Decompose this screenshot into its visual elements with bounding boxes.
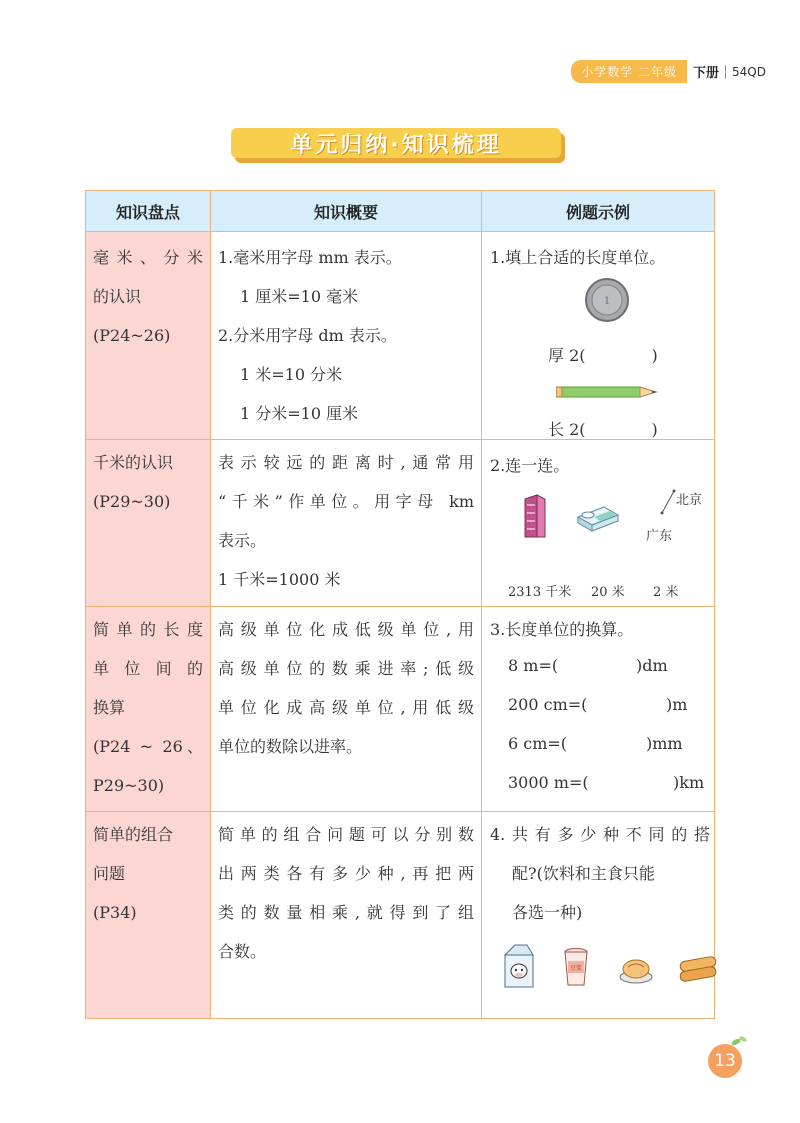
column-divider: [210, 191, 211, 1018]
q2-close: ): [651, 420, 658, 439]
map-route-icon: [656, 487, 676, 517]
example1-q2: [548, 417, 658, 440]
summary-line: 表示。: [218, 531, 267, 550]
q1-close: ): [651, 346, 658, 365]
row-divider: [86, 811, 714, 812]
distance-option: 2 米: [653, 585, 679, 600]
example1-prompt: 1.填上合适的长度单位。: [490, 248, 666, 267]
topic-line: 毫米、分米: [93, 248, 203, 267]
row4-topic: [93, 815, 173, 932]
column-divider: [481, 191, 482, 1018]
summary-line: 高级单位的数乘进率;低级: [218, 659, 474, 678]
summary-line: “千米”作单位。用字母 km: [218, 492, 474, 511]
topic-line: P29~30): [93, 776, 165, 795]
steamed-bun-icon: [618, 955, 654, 985]
topic-line: (P34): [93, 903, 137, 922]
topic-line: 换算: [93, 698, 126, 717]
skyscraper-icon: [523, 493, 547, 539]
distance-option: 2313 千米: [508, 585, 572, 600]
summary-line: 单位的数除以进率。: [218, 737, 363, 756]
conversion-left: 3000 m=(: [508, 773, 589, 792]
page-title: 单元归纳·知识梳理: [290, 132, 502, 158]
topic-line: 问题: [93, 864, 126, 883]
topic-line: 的认识: [93, 287, 142, 306]
summary-line: 高级单位化成低级单位,用: [218, 620, 474, 639]
summary-line: 简单的组合问题可以分别数: [218, 825, 474, 844]
city-beijing: 北京: [676, 493, 703, 508]
q2-text: 长 2(: [548, 420, 586, 439]
bed-icon: [576, 503, 620, 533]
row-divider: [86, 606, 714, 607]
page-number-badge: [706, 1040, 746, 1080]
conversion-left: 6 cm=(: [508, 734, 568, 753]
page-number: 13: [708, 1044, 742, 1078]
row3-topic: [93, 610, 203, 805]
header-topic: 知识盘点: [86, 191, 210, 231]
term-label: 下册: [687, 62, 725, 81]
row1-summary: [218, 238, 402, 433]
example4-prompt-line: 4.共有多少种不同的搭: [490, 825, 710, 844]
row1-topic: [93, 238, 203, 355]
row-divider: [86, 231, 714, 232]
cup-label: 豆浆: [569, 965, 583, 972]
conversion-left: 200 cm=(: [508, 695, 588, 714]
subject-grade-badge: 小学数学 二年级: [571, 60, 687, 83]
svg-text:1: 1: [603, 296, 611, 307]
topic-line: 简单的长度: [93, 620, 203, 639]
row3-example: [490, 610, 633, 649]
running-header: [571, 60, 766, 83]
coin-icon: [584, 277, 630, 323]
topic-line: 单位间的: [93, 659, 203, 678]
conversion-line: [508, 734, 708, 753]
conversion-right: )mm: [646, 734, 683, 753]
row4-summary: [218, 815, 474, 971]
summary-line: 单位化成高级单位,用低级: [218, 698, 474, 717]
milk-carton-icon: [501, 943, 537, 989]
conversion-line: [508, 695, 708, 714]
row2-topic: [93, 443, 173, 521]
conversion-left: 8 m=(: [508, 656, 559, 675]
summary-line: 出两类各有多少种,再把两: [218, 864, 474, 883]
summary-line: 合数。: [218, 942, 267, 961]
topic-line: (P24 ~ 26、: [93, 737, 203, 756]
summary-line: 1 米=10 分米: [240, 365, 343, 384]
knowledge-table: [85, 190, 715, 1019]
topic-line: (P29~30): [93, 492, 171, 511]
title-banner-box: [231, 128, 561, 158]
topic-line: (P24~26): [93, 326, 171, 345]
fried-dough-stick-icon: [678, 955, 718, 985]
title-banner: [231, 128, 565, 162]
soymilk-cup-icon: [563, 947, 589, 987]
summary-line: 1 厘米=10 毫米: [240, 287, 359, 306]
conversion-right: )km: [673, 773, 705, 792]
conversion-right: )dm: [636, 656, 668, 675]
example4-prompt-line: 各选一种): [512, 903, 583, 922]
topic-line: 简单的组合: [93, 825, 174, 844]
summary-line: 2.分米用字母 dm 表示。: [218, 326, 397, 345]
summary-line: 1.毫米用字母 mm 表示。: [218, 248, 402, 267]
distance-option: 20 米: [591, 585, 625, 600]
row4-example: [490, 815, 710, 932]
example3-prompt: 3.长度单位的换算。: [490, 620, 634, 639]
header-example: 例题示例: [482, 191, 714, 231]
summary-line: 类的数量相乘,就得到了组: [218, 903, 474, 922]
q1-text: 厚 2(: [548, 346, 586, 365]
row3-summary: [218, 610, 474, 766]
conversion-line: [508, 773, 708, 792]
summary-line: 表示较远的距离时,通常用: [218, 453, 474, 472]
example1-q1: [548, 343, 658, 366]
summary-line: 1 千米=1000 米: [218, 570, 341, 589]
topic-line: 千米的认识: [93, 453, 174, 472]
conversion-right: )m: [666, 695, 688, 714]
city-guangdong: 广东: [646, 529, 673, 544]
header-summary: 知识概要: [211, 191, 481, 231]
conversion-line: [508, 656, 708, 675]
pencil-icon: [556, 383, 662, 401]
example4-prompt-line: 配?(饮料和主食只能: [512, 864, 655, 883]
row2-summary: [218, 443, 474, 599]
summary-line: 1 分米=10 厘米: [240, 404, 359, 423]
example2-prompt: 2.连一连。: [490, 456, 570, 475]
edition-label: 54QD: [732, 64, 766, 79]
